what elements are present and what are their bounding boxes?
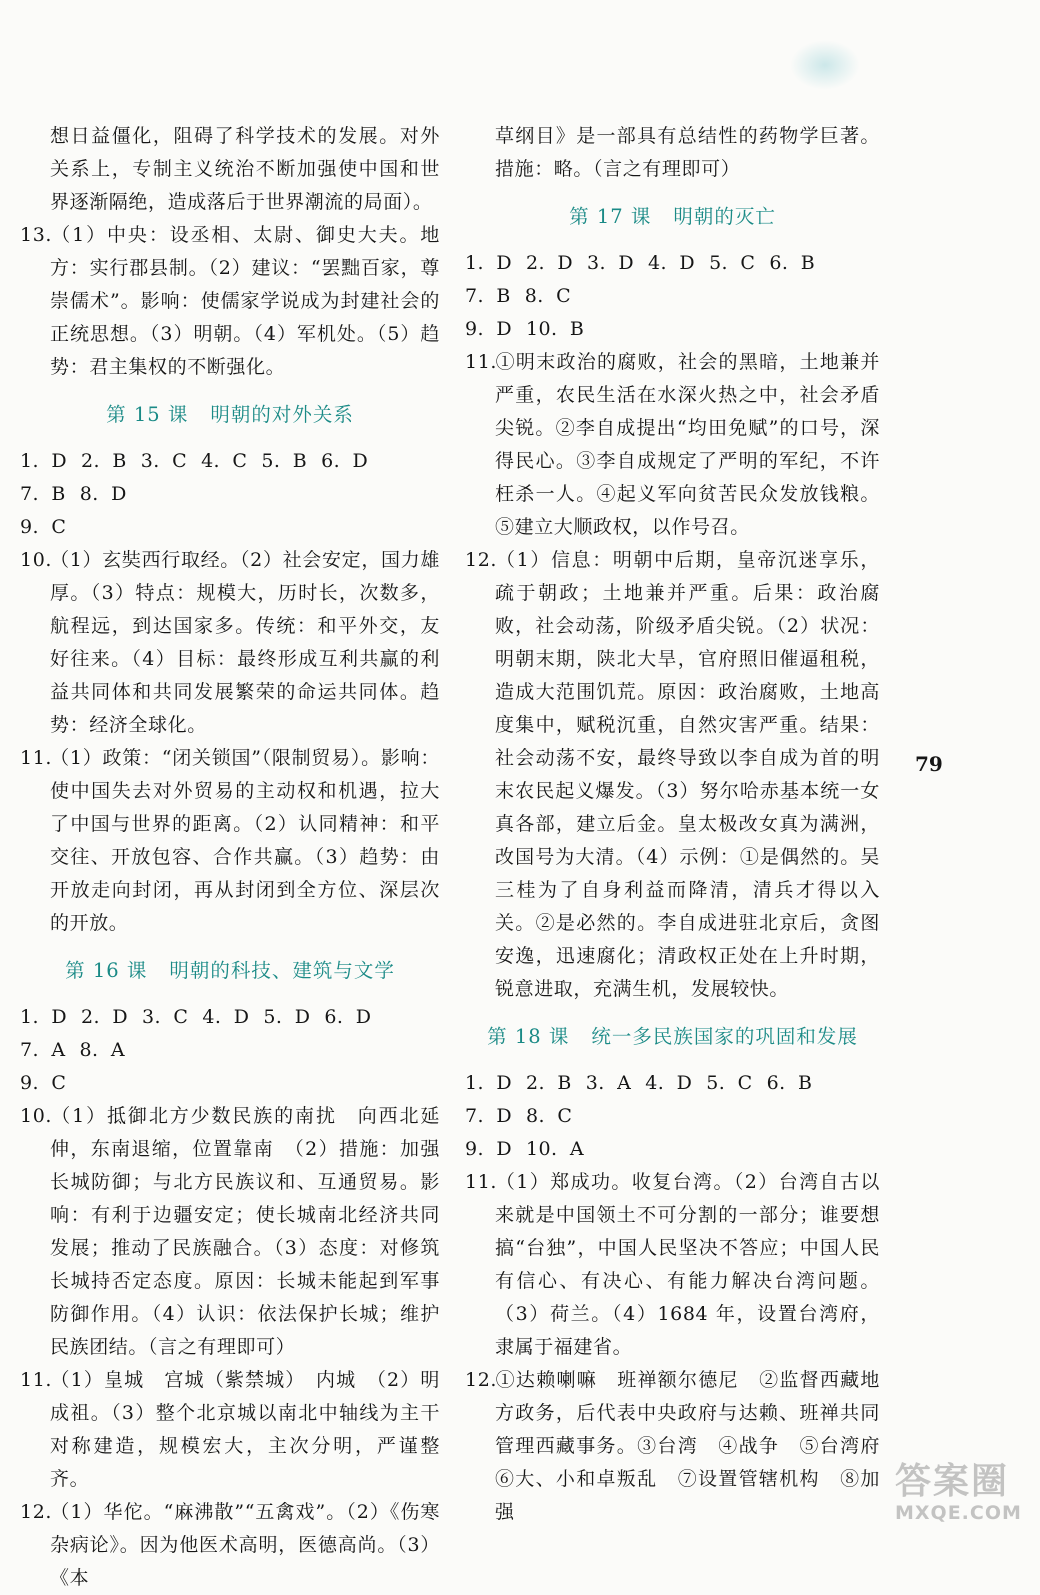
mc-answer: 1. D: [465, 1072, 513, 1094]
answer-text: （1）抵御北方少数民族的南扰 向西北延伸，东南退缩，位置靠南 （2）措施：加强长城防御；与北方民族议和、互通贸易。影响：有利于边疆安定；使长城南北经济共同发展；推动了民族融合。（3）态度：对修筑长城持否定态度。原因：长城未能起到军事防御作用。（4）认识：依法保护长城；维护民族团结。（言之有理即可）: [50, 1105, 440, 1358]
lesson-label: 第 18 课: [487, 1025, 570, 1048]
mc-answer: 5. C: [709, 252, 756, 274]
question-number: 11.: [465, 1171, 498, 1193]
mc-answer: 8. C: [526, 1105, 573, 1127]
mc-answer: 9. D: [465, 318, 513, 340]
mc-answer: 3. D: [587, 252, 635, 274]
question-number: 10.: [20, 549, 53, 571]
lesson-15-heading: [20, 398, 440, 431]
answer-text: （1）华佗。“麻沸散”“五禽戏”。（2）《伤寒杂病论》。因为他医术高明，医德高尚。（3）《本: [50, 1501, 440, 1589]
question-number: 12.: [20, 1501, 53, 1523]
mc-answer: 10. A: [526, 1138, 584, 1160]
mc-answer: 3. A: [585, 1072, 632, 1094]
question-number: 10.: [20, 1105, 53, 1127]
lesson-18-multiple-choice: [465, 1067, 880, 1166]
mc-answer: 5. D: [263, 1006, 311, 1028]
left-column: [20, 120, 440, 1595]
continued-answer-12: 草纲目》是一部具有总结性的药物学巨著。措施：略。（言之有理即可）: [495, 125, 880, 180]
mc-answer: 6. D: [324, 1006, 372, 1028]
lesson-16-heading: [20, 954, 440, 987]
answer-text: （1）信息：明朝中后期，皇帝沉迷享乐，疏于朝政；土地兼并严重。后果：政治腐败，社会动荡，阶级矛盾尖锐。（2）状况：明朝末期，陕北大旱，官府照旧催逼租税，造成大范围饥荒。原因：政治腐败，土地高度集中，赋税沉重，自然灾害严重。结果：社会动荡不安，最终导致以李自成为首的明末农民起义爆发。（3）努尔哈赤基本统一女真各部，建立后金。皇太极改女真为满洲，改国号为大清。（4）示例：①是偶然的。吴三桂为了自身利益而降清，清兵才得以入关。②是必然的。李自成进驻北京后，贪图安逸，迅速腐化；清政权正处在上升时期，锐意进取，充满生机，发展较快。: [495, 549, 880, 1000]
lesson-16-answer-11: [20, 1364, 440, 1496]
mc-answer: 1. D: [20, 1006, 68, 1028]
mc-answer: 1. D: [465, 252, 513, 274]
mc-answer: 7. B: [465, 285, 511, 307]
mc-answer: 10. B: [526, 318, 585, 340]
right-column: [465, 120, 900, 1529]
lesson-16-answer-12: [20, 1496, 440, 1595]
corner-decoration: [790, 40, 860, 90]
mc-answer: 5. B: [261, 450, 308, 472]
mc-answer: 6. D: [321, 450, 369, 472]
answer-text: ①达赖喇嘛 班禅额尔德尼 ②监督西藏地方政务，后代表中央政府与达赖、班禅共同管理西藏事务。③台湾 ④战争 ⑤台湾府 ⑥大、小和卓叛乱 ⑦设置管辖机构 ⑧加强: [495, 1369, 900, 1523]
mc-answer: 6. B: [766, 1072, 813, 1094]
lesson-title: 明朝的对外关系: [210, 403, 354, 426]
page-number: 79: [915, 752, 943, 776]
lesson-17-heading: [465, 200, 880, 233]
lesson-label: 第 15 课: [106, 403, 189, 426]
lesson-18-answer-11: [465, 1166, 880, 1364]
lesson-16-answer-10: [20, 1100, 440, 1364]
answer-text: ①明末政治的腐败，社会的黑暗，土地兼并严重，农民生活在水深火热之中，社会矛盾尖锐。②李自成提出“均田免赋”的口号，深得民心。③李自成规定了严明的军纪，不许枉杀一人。④起义军向贫苦民众发放钱粮。⑤建立大顺政权，以作号召。: [495, 351, 880, 538]
answer-text: （1）中央：设丞相、太尉、御史大夫。地方：实行郡县制。（2）建议：“罢黜百家，尊崇儒术”。影响：使儒家学说成为封建社会的正统思想。（3）明朝。（4）军机处。（5）趋势：君主集权的不断强化。: [50, 224, 440, 378]
mc-answer: 7. A: [20, 1039, 66, 1061]
mc-answer: 9. C: [20, 516, 67, 538]
mc-answer: 3. C: [142, 1006, 189, 1028]
mc-answer: 2. B: [81, 450, 127, 472]
answer-text: （1）政策：“闭关锁国”（限制贸易）。影响：使中国失去对外贸易的主动权和机遇，拉大了中国与世界的距离。（2）认同精神：和平交往、开放包容、合作共赢。（3）趋势：由开放走向封闭，再从封闭到全方位、深层次的开放。: [50, 747, 440, 934]
mc-answer: 9. D: [465, 1138, 513, 1160]
mc-answer: 4. D: [645, 1072, 693, 1094]
mc-answer: 2. D: [526, 252, 574, 274]
answer-text: （1）郑成功。收复台湾。（2）台湾自古以来就是中国领土不可分割的一部分；谁要想搞“台独”，中国人民坚决不答应；中国人民有信心、有决心、有能力解决台湾问题。（3）荷兰。（4）1684 年，设置台湾府，隶属于福建省。: [495, 1171, 880, 1358]
lesson-label: 第 17 课: [569, 205, 652, 228]
mc-answer: 7. B: [20, 483, 66, 505]
mc-answer: 5. C: [706, 1072, 753, 1094]
mc-answer: 6. B: [769, 252, 816, 274]
watermark-url: MXQE.COM: [895, 1502, 1022, 1524]
lesson-title: 明朝的灭亡: [673, 205, 776, 228]
lesson-16-multiple-choice: [20, 1001, 440, 1100]
mc-answer: 8. C: [524, 285, 572, 307]
question-number: 12.: [465, 549, 498, 571]
mc-answer: 1. D: [20, 450, 68, 472]
mc-answer: 3. C: [140, 450, 188, 472]
mc-answer: 4. D: [202, 1006, 250, 1028]
mc-answer: 4. D: [648, 252, 696, 274]
lesson-18-answer-12: [465, 1364, 900, 1529]
answer-text: （1）皇城 宫城（紫禁城） 内城 （2）明成祖。（3）整个北京城以南北中轴线为主干对称建造，规模宏大，主次分明，严谨整齐。: [50, 1369, 440, 1490]
lesson-17-multiple-choice: [465, 247, 880, 346]
mc-answer: 4. C: [201, 450, 248, 472]
watermark-text: 答案圈: [895, 1461, 1010, 1502]
question-number: 13.: [20, 224, 53, 246]
lesson-label: 第 16 课: [65, 959, 148, 982]
lesson-17-answer-12: [465, 544, 880, 1006]
watermark-logo: [895, 1462, 1035, 1532]
lesson-title: 明朝的科技、建筑与文学: [169, 959, 395, 982]
question-number: 12.: [465, 1369, 498, 1391]
lesson-17-answer-11: [465, 346, 880, 544]
lesson-15-multiple-choice: [20, 445, 440, 544]
continued-answer-12: 想日益僵化，阻碍了科学技术的发展。对外关系上，专制主义统治不断加强使中国和世界逐渐隔绝，造成落后于世界潮流的局面）。: [50, 125, 440, 213]
answer-13: [20, 219, 440, 384]
question-number: 11.: [20, 1369, 53, 1391]
answer-text: （1）玄奘西行取经。（2）社会安定，国力雄厚。（3）特点：规模大，历时长，次数多，航程远，到达国家多。传统：和平外交，友好往来。（4）目标：最终形成互利共赢的利益共同体和共同发展繁荣的命运共同体。趋势：经济全球化。: [50, 549, 440, 736]
lesson-15-answer-10: [20, 544, 440, 742]
question-number: 11.: [20, 747, 53, 769]
lesson-15-answer-11: [20, 742, 440, 940]
mc-answer: 8. A: [79, 1039, 125, 1061]
lesson-title: 统一多民族国家的巩固和发展: [591, 1025, 858, 1048]
mc-answer: 7. D: [465, 1105, 513, 1127]
mc-answer: 2. D: [81, 1006, 129, 1028]
mc-answer: 2. B: [526, 1072, 572, 1094]
mc-answer: 9. C: [20, 1072, 67, 1094]
lesson-18-heading: [465, 1020, 880, 1053]
mc-answer: 8. D: [79, 483, 127, 505]
question-number: 11.: [465, 351, 498, 373]
